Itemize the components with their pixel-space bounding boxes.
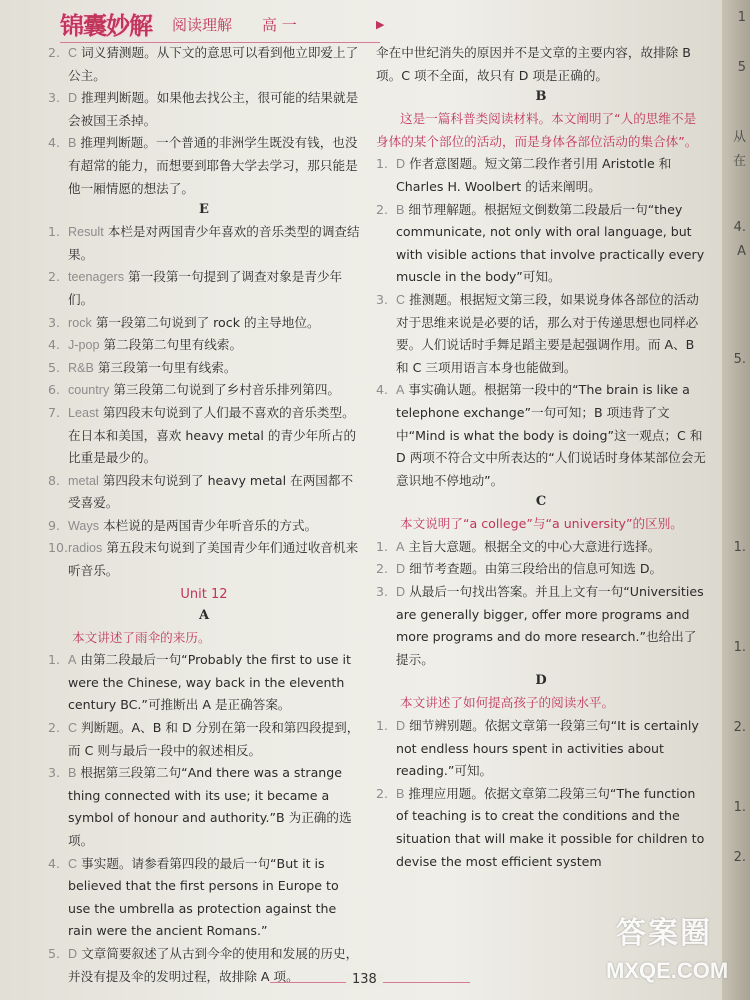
edge-fragment: 1.	[733, 540, 746, 555]
explanation-text: 第一段第二句说到了 rock 的主导地位。	[95, 314, 320, 330]
edge-fragment: 从	[732, 130, 746, 145]
item-number: 9.	[48, 517, 61, 533]
page-footer	[270, 964, 470, 998]
item-number: 2.	[48, 45, 61, 60]
item-number: 4.	[48, 337, 61, 353]
explanation-text: 推测题。根据短文第三段，如果说身体各部位的活动对于思维来说是必要的话，那么对于传递思想也同样必要。人们说话时手舞足蹈主要是起强调作用。而 A、B 和 C 三项用语言本身也能做到。	[396, 291, 699, 375]
answer-list	[48, 649, 360, 988]
answer-item	[376, 783, 706, 873]
answer-item	[48, 312, 360, 335]
edge-fragment: 1	[737, 10, 746, 25]
answer-key: D	[396, 157, 406, 172]
item-number: 5.	[48, 945, 61, 961]
edge-fragment: 1.	[733, 640, 746, 655]
edge-fragment: A	[737, 244, 746, 259]
edge-fragment: 2.	[733, 720, 746, 735]
section-heading-a: A	[198, 607, 210, 623]
item-number: 8.	[48, 472, 61, 488]
item-number: 2.	[376, 785, 389, 801]
answer-item	[376, 536, 706, 559]
answer-key: D	[396, 719, 406, 734]
edge-fragment: 2.	[733, 850, 746, 865]
explanation-text: 第二段第二句里有线索。	[103, 337, 243, 353]
explanation-text: 本栏说的是两国青少年听音乐的方式。	[103, 517, 318, 533]
explanation-text: 细节理解题。根据短文倒数第二段最后一句“they communicate, not only with oral language, but with visible actions that involve practically every muscle in the body”可知。	[396, 201, 705, 285]
answer-list	[376, 536, 706, 672]
answer-item	[376, 153, 706, 198]
answer-key: A	[396, 383, 405, 398]
answer-key: D	[68, 91, 78, 106]
answer-list	[376, 715, 706, 873]
answer-key: rock	[68, 315, 92, 330]
answer-item	[48, 515, 360, 538]
answer-item	[48, 649, 360, 717]
answer-item	[48, 402, 360, 470]
item-number: 4.	[376, 382, 389, 398]
item-number: 1.	[48, 224, 61, 240]
answer-key: C	[68, 46, 78, 60]
next-page-edge	[722, 0, 750, 1000]
series-logo: 锦囊妙解	[60, 11, 152, 40]
answer-item	[48, 853, 360, 943]
edge-fragment: 4.	[733, 220, 746, 235]
answer-key: R&B	[68, 360, 94, 375]
item-number: 6.	[48, 382, 61, 398]
item-number: 3.	[48, 765, 61, 781]
answer-key: C	[68, 721, 78, 736]
item-number: 1.	[376, 538, 389, 554]
triangle-icon: ▶	[376, 18, 385, 31]
answer-key: J-pop	[68, 338, 100, 353]
explanation-text: 由第二段最后一句“Probably the first to use it were the Chinese, way back in the eleventh century BC.”可推断出 A 是正确答案。	[68, 652, 351, 713]
unit-title: Unit 12	[180, 586, 228, 602]
continued-paragraph: 伞在中世纪消失的原因并不是文章的主要内容，故排除 B 项。C 项不全面，故只有 D 项是正确的。	[376, 45, 691, 83]
section-intro: 本文讲述了如何提高孩子的阅读水平。	[400, 695, 615, 711]
answer-key: Result	[68, 225, 104, 240]
watermark-text: 答案圈	[616, 916, 712, 951]
site-watermark	[606, 906, 746, 996]
answer-key: D	[396, 562, 406, 577]
explanation-text: 词义猜测题。从下文的意思可以看到他立即爱上了公主。	[68, 45, 359, 83]
left-column	[48, 42, 360, 988]
explanation-text: 第三段第二句说到了乡村音乐排列第四。	[113, 382, 341, 398]
answer-item	[48, 42, 360, 87]
item-number: 3.	[376, 291, 389, 307]
item-number: 5.	[48, 359, 61, 375]
answer-item	[48, 379, 360, 402]
explanation-text: 推理判断题。如果他去找公主，很可能的结果就是会被国王杀掉。	[68, 90, 359, 128]
section-intro: 本文说明了“a college”与“a university”的区别。	[400, 516, 683, 532]
item-number: 7.	[48, 404, 61, 420]
answer-item	[48, 717, 360, 762]
answer-item	[48, 762, 360, 852]
explanation-text: 事实题。请参看第四段的最后一句“But it is believed that the first persons in Europe to use the umbrella as protection against the rain were the ancient Romans.”	[68, 855, 339, 939]
answer-key: A	[396, 539, 405, 554]
explanation-text: 推理判断题。一个普通的非洲学生既没有钱，也没有超常的能力，而想要到耶鲁大学去学习，那只能是他一厢情愿的想法了。	[68, 135, 358, 196]
item-number: 3.	[48, 90, 61, 106]
answer-item	[48, 266, 360, 311]
explanation-text: 推理应用题。依据文章第二段第三句“The function of teaching is to creat the conditions and the situation that will make it possible for children to devise the most efficient system	[396, 785, 705, 869]
answer-key: C	[396, 292, 406, 307]
answer-item	[376, 715, 706, 783]
answer-item	[376, 289, 706, 379]
right-column	[376, 42, 706, 873]
item-number: 3.	[48, 314, 61, 330]
item-number: 2.	[376, 201, 389, 217]
item-number: 2.	[48, 720, 61, 736]
explanation-text: 主旨大意题。根据全文的中心大意进行选择。	[408, 538, 661, 554]
section-heading-d: D	[535, 673, 547, 689]
explanation-text: 文章简要叙述了从古到今伞的使用和发展的历史，并没有提及伞的发明过程，故排除 A 项。	[68, 945, 359, 984]
explanation-text: 根据第三段第二句“And there was a strange thing connected with its use; it became a symbol of honour and authority.”B 为正确的选项。	[68, 765, 352, 848]
answer-key: B	[396, 202, 405, 217]
section-heading-e: E	[199, 202, 209, 218]
item-number: 1.	[376, 156, 389, 172]
explanation-text: 从最后一句找出答案。并且上文有一句“Universities are generally bigger, offer more programs and more programs and do more research.”也给出了提示。	[396, 584, 704, 667]
explanation-text: 本栏是对两国青少年喜欢的音乐类型的调查结果。	[68, 224, 360, 262]
edge-fragment: 1.	[733, 800, 746, 815]
answer-item	[48, 470, 360, 515]
section-intro: 本文讲述了雨伞的来历。	[72, 629, 211, 645]
explanation-text: 细节辨别题。依据文章第一段第三句“It is certainly not endless hours spent in activities about reading.”可知。	[396, 718, 699, 779]
page-number: 138	[346, 972, 383, 987]
answer-key: A	[68, 653, 77, 668]
answer-key: Ways	[68, 518, 100, 533]
page-header	[60, 2, 390, 44]
answer-key: B	[68, 136, 77, 151]
answer-item	[48, 357, 360, 380]
answer-key: Least	[68, 405, 99, 420]
explanation-text: 事实确认题。根据第一段中的“The brain is like a telephone exchange”一句可知；B 项违背了文中“Mind is what the body is doing”这一观点；C 和 D 两项不符合文中所表达的“人们说话时身体某部位会无意识地不停地动”。	[396, 382, 706, 488]
answer-key: radios	[68, 541, 103, 556]
answer-key: C	[68, 856, 78, 871]
explanation-text: 第三段第一句里有线索。	[97, 359, 237, 375]
answer-item	[48, 334, 360, 357]
edge-fragment: 在	[732, 154, 746, 169]
subject-label: 阅读理解	[172, 16, 233, 34]
explanation-text: 判断题。A、B 和 D 分别在第一段和第四段提到，而 C 则与最后一段中的叙述相反。	[68, 720, 360, 758]
item-number: 4.	[48, 135, 61, 151]
answer-item	[376, 558, 706, 581]
grade-label: 高 一	[262, 16, 297, 34]
watermark-url: MXQE.COM	[606, 958, 729, 983]
item-number: 3.	[376, 584, 389, 600]
item-number: 2.	[48, 269, 61, 285]
answer-key: teenagers	[68, 270, 125, 285]
answer-item	[48, 132, 360, 200]
answer-key: D	[68, 946, 78, 961]
answer-item	[48, 221, 360, 266]
answer-item	[376, 199, 706, 289]
answer-key: metal	[68, 473, 99, 488]
answer-item	[376, 379, 706, 492]
section-heading-b: B	[535, 89, 547, 105]
explanation-text: 第四段末句说到了 heavy metal 在两国都不受喜爱。	[68, 472, 354, 511]
explanation-text: 细节考查题。由第三段给出的信息可知选 D。	[409, 561, 663, 577]
explanation-text: 作者意图题。短文第二段作者引用 Aristotle 和 Charles H. Woolbert 的话来阐明。	[396, 156, 672, 194]
answer-list	[376, 153, 706, 492]
item-number: 4.	[48, 855, 61, 871]
answer-item	[48, 537, 360, 582]
edge-fragment: 5.	[733, 352, 746, 367]
answer-item	[376, 581, 706, 671]
explanation-text: 第一段第一句提到了调查对象是青少年们。	[68, 269, 343, 307]
item-number: 1.	[48, 652, 61, 668]
answer-key: D	[396, 585, 406, 600]
explanation-text: 第四段末句说到了人们最不喜欢的音乐类型。在日本和美国，喜欢 heavy metal 的青少年所占的比重是最少的。	[68, 404, 357, 466]
answer-list	[48, 42, 360, 200]
section-intro: 这是一篇科普类阅读材料。本文阐明了“人的思维不是身体的某个部位的活动，而是身体各部位活动的集合体”。	[376, 111, 698, 149]
explanation-text: 第五段末句说到了美国青少年们通过收音机来听音乐。	[68, 540, 359, 579]
section-heading-c: C	[535, 494, 547, 510]
item-number: 2.	[376, 561, 389, 577]
item-number: 1.	[376, 718, 389, 734]
answer-list	[48, 221, 360, 583]
answer-key: B	[68, 766, 77, 781]
edge-fragment: 5	[737, 60, 746, 75]
item-number: 10.	[48, 540, 69, 556]
answer-item	[48, 87, 360, 132]
answer-key: B	[396, 786, 405, 801]
answer-key: country	[68, 383, 110, 398]
